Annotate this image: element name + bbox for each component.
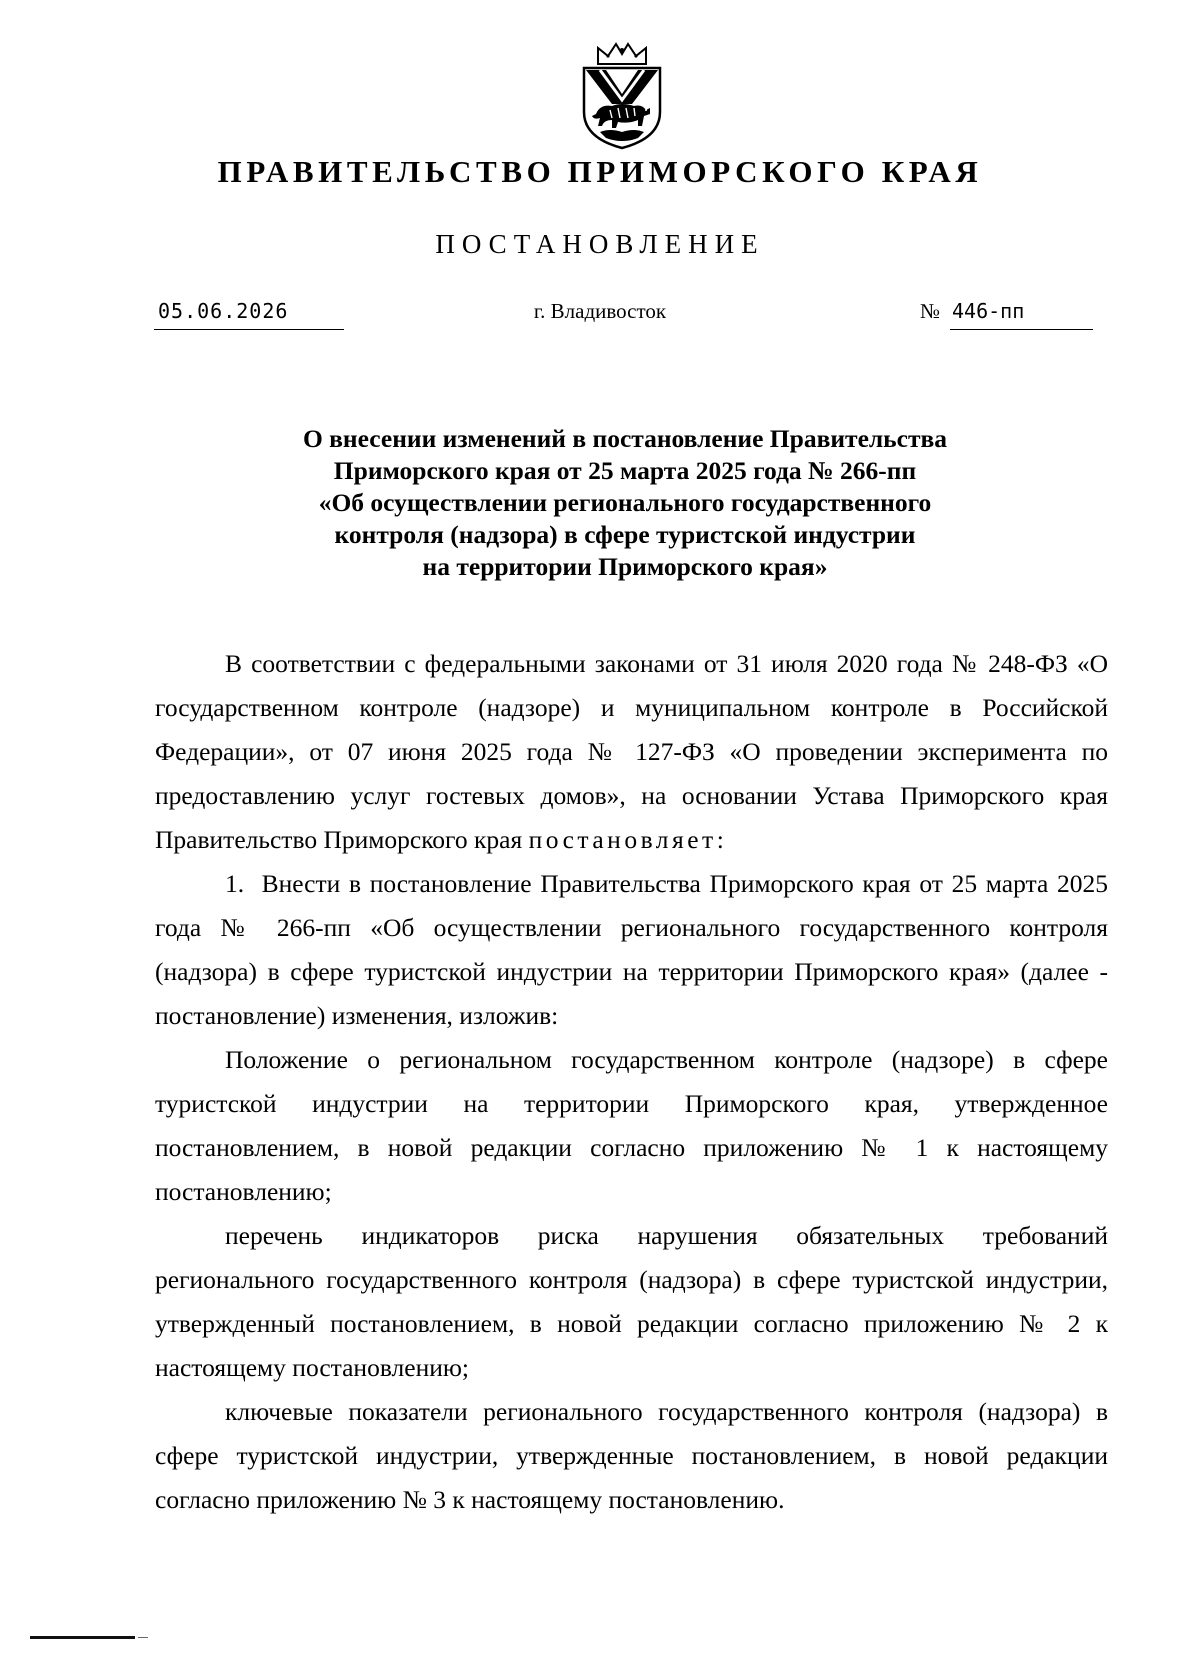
subject-line: на территории Приморского края» xyxy=(422,552,828,581)
preamble-text: В соответствии с федеральными законами от 31 июля 2020 года № 248-ФЗ «О государственном контроле (надзоре) и муниципальном контроле в Российской Федерации», от 07 июня 2025 года № 127-ФЗ «О проведении эксперимента по предоставлению услуг гостевых домов», на основании Устава Приморского края Правительство Приморского края xyxy=(155,649,1108,854)
subject-line: «Об осуществлении регионального государственного xyxy=(318,488,932,517)
subject-line: О внесении изменений в постановление Правительства xyxy=(302,424,948,453)
item-1-number: 1. xyxy=(225,869,245,898)
subject-line: Приморского края от 25 марта 2025 года № 266-пп xyxy=(333,456,917,485)
subject-line: контроля (надзора) в сфере туристской индустрии xyxy=(334,520,916,549)
document-type-title: ПОСТАНОВЛЕНИЕ xyxy=(435,229,765,259)
document-city: г. Владивосток xyxy=(533,299,667,323)
item-1-paragraph xyxy=(155,862,1108,1038)
preamble-paragraph xyxy=(155,642,1108,862)
sub-item-paragraph: Положение о региональном государственном контроле (надзоре) в сфере туристской индустрии на территории Приморского края, утвержденное постановлением, в новой редакции согласно приложению № 1 к настоящему постановлению; xyxy=(155,1045,1108,1206)
document-date: 05.06.2026 xyxy=(154,296,344,330)
document-subject xyxy=(220,423,1030,583)
organization-title: ПРАВИТЕЛЬСТВО ПРИМОРСКОГО КРАЯ xyxy=(217,154,983,189)
coat-of-arms-icon xyxy=(576,42,668,150)
document-number-label: № xyxy=(920,299,941,323)
document-number: 446-пп xyxy=(950,296,1093,330)
document-meta-row xyxy=(0,296,1200,336)
resolves-word: постановляет: xyxy=(528,825,728,854)
scan-edge-mark-thin xyxy=(138,1637,148,1638)
document-body xyxy=(155,642,1108,1522)
scan-edge-mark xyxy=(30,1636,150,1642)
item-1-text: Внести в постановление Правительства Приморского края от 25 марта 2025 года № 266-пп «Об осуществлении регионального государственного контроля (надзора) в сфере туристской индустрии на территории Приморского края» (далее - постановление) изменения, изложив: xyxy=(155,869,1108,1030)
sub-item-paragraph: ключевые показатели регионального государственного контроля (надзора) в сфере туристской индустрии, утвержденные постановлением, в новой редакции согласно приложению № 3 к настоящему постановлению. xyxy=(155,1397,1108,1514)
sub-item-paragraph: перечень индикаторов риска нарушения обязательных требований регионального государственного контроля (надзора) в сфере туристской индустрии, утвержденный постановлением, в новой редакции согласно приложению № 2 к настоящему постановлению; xyxy=(155,1221,1108,1382)
scan-edge-mark-thick xyxy=(30,1636,135,1639)
